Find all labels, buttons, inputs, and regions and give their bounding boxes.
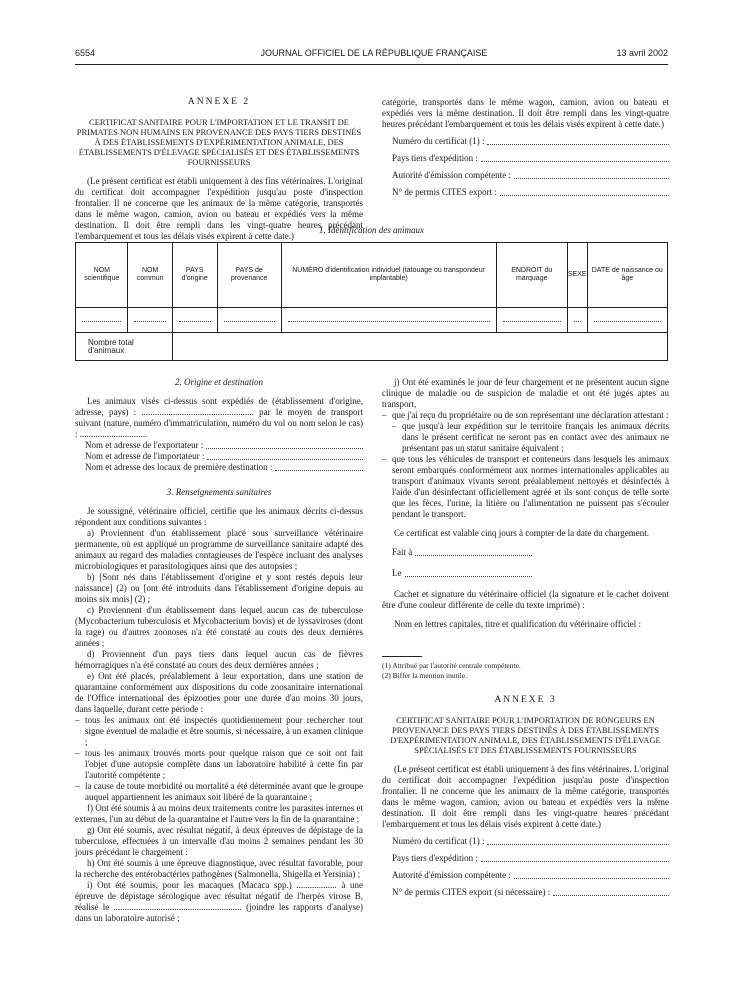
destination-field[interactable]: Nom et adresse des locaux de première destination : bbox=[85, 462, 363, 473]
vet-name-text: Nom en lettres capitales, titre et qualification du vétérinaire officiel : bbox=[394, 619, 641, 629]
col-provenance-country: PAYS de provenance bbox=[217, 243, 281, 308]
page-number: 6554 bbox=[75, 48, 96, 58]
annex3-export-country-field[interactable]: Pays tiers d'expédition : bbox=[392, 853, 669, 864]
col-common-name: NOM commun bbox=[128, 243, 172, 308]
item-j-dash: – que tous les véhicules de transport et conteneurs dans lesquels les animaux seront embarqués conformément aux normes internationales applicables au transport d'animaux vivants seront préalablement nettoyés et désinfectés à l'aide d'un désinfectant officiellement agréé et ils sont conçus de telle sorte que les fèces, l'urine, la litière ou l'alimentation ne puissent pas s'écouler pendant le transport. bbox=[382, 454, 669, 519]
annex3-issuing-authority-field[interactable]: Autorité d'émission compétente : bbox=[392, 870, 669, 881]
annex3-cites-permit-field[interactable]: N° de permis CITES export (si nécessaire) : bbox=[392, 887, 669, 898]
validity-text: Ce certificat est valable cinq jours à compter de la date du chargement. bbox=[394, 528, 649, 538]
importer-field[interactable]: Nom et adresse de l'importateur : bbox=[85, 451, 363, 462]
annex3-heading: CERTIFICAT SANITAIRE POUR L'IMPORTATION DE RONGEURS EN PROVENANCE DES PAYS TIERS DESTINÉS À DES ÉTABLISSEMENTS D'EXPÉRIMENTATION ANIMALE, DES ÉTABLISSEMENTS D'ÉLEVAGE SPÉCIALISÉS ET DES ÉTABLISSEMENTS FOURNISSEURS bbox=[390, 715, 661, 755]
identification-table bbox=[75, 242, 668, 361]
col-origin-country: PAYS d'origine bbox=[172, 243, 217, 308]
annex2-body-left bbox=[75, 377, 363, 973]
item-j-dash: – que j'ai reçu du propriétaire ou de son représentant une déclaration attestant : bbox=[382, 410, 669, 420]
col-marking-place: ENDROIT du marquage bbox=[496, 243, 567, 308]
header-rule bbox=[75, 64, 668, 65]
section2-text: Les animaux visés ci-dessus sont expédiés de (établissement d'origine, adresse, pays) : .................................................. par le moyen de transport suivant (nature, numéro d'immatriculation, numéro du vol ou nom selon le cas) : .............................. bbox=[75, 396, 363, 439]
col-id-number: NUMÉRO d'identification individuel (tatouage ou transpondeur implantable) bbox=[281, 243, 496, 308]
item-d: d) Proviennent d'un pays tiers dans lequel aucun cas de fièvres hémorragiques n'a été constaté au cours des deux dernières années ; bbox=[75, 649, 363, 670]
annex2-body-right bbox=[382, 377, 669, 973]
export-country-field[interactable]: Pays tiers d'expédition : bbox=[392, 153, 669, 164]
table-title: 1. Identification des animaux bbox=[319, 225, 424, 235]
annex3-intro-text: (Le présent certificat est établi uniquement à des fins vétérinaires. L'original du certificat doit accompagner l'expédition jusqu'au poste d'inspection frontalier. Il ne concerne que les animaux de la même catégorie, transportés dans le même wagon, camion, avion ou bateau et expédiés vers la même destination. Il doit être rempli dans les vingt-quatre heures précédant l'embarquement et tous les délais visés expirent à cette date.) bbox=[382, 764, 669, 829]
footnote-rule bbox=[382, 656, 422, 657]
section3-title: 3. Renseignements sanitaires bbox=[166, 487, 272, 497]
item-a: a) Proviennent d'un établissement placé sous surveillance vétérinaire permanente, où est appliqué un programme de surveillance sanitaire adapté des animaux au regard des maladies contagieuses de l'espèce incluant des analyses microbiologiques et parasitologiques ainsi que des autopsies ; bbox=[75, 528, 363, 571]
item-e-dash: – tous les animaux ont été inspectés quotidiennement pour rechercher tout signe éventuel de maladie et être soumis, si nécessaire, à un examen clinique ; bbox=[75, 715, 363, 747]
annex2-intro-right bbox=[382, 97, 669, 221]
annex2-heading: CERTIFICAT SANITAIRE POUR L'IMPORTATION ET LE TRANSIT DE PRIMATES NON HUMAINS EN PROVENANCE DES PAYS TIERS DESTINÉS À DES ÉTABLISSEMENTS D'EXPÉRIMENTATION ANIMALE, DES ÉTABLISSEMENTS D'ÉLEVAGE SPÉCIALISÉS ET DES ÉTABLISSEMENTS FOURNISSEURS bbox=[76, 117, 362, 167]
date-field[interactable]: Le bbox=[392, 568, 532, 579]
total-value[interactable] bbox=[172, 333, 667, 361]
annex2-intro-continuation: catégorie, transportés dans le même wagon, camion, avion ou bateau et expédiés vers la même destination. Il doit être rempli dans les vingt-quatre heures précédant l'embarquement et tous les délais visés expirent à cette date.) bbox=[382, 97, 669, 129]
certificate-number-field[interactable]: Numéro du certificat (1) : bbox=[392, 136, 669, 147]
item-f: f) Ont été soumis à au moins deux traitements contre les parasites internes et externes, l'un au début de la quarantaine et l'autre vers la fin de la quarantaine ; bbox=[75, 803, 363, 824]
col-birth-date: DATE de naissance ou âge bbox=[587, 243, 667, 308]
item-e-dash: – tous les animaux trouvés morts pour quelque raison que ce soit ont fait l'objet d'une autopsie complète dans un laboratoire habilité à cette fin par l'autorité compétente ; bbox=[75, 748, 363, 780]
annex3-title: ANNEXE 3 bbox=[494, 695, 557, 705]
table-row[interactable] bbox=[76, 308, 668, 333]
item-i: i) Ont été soumis, pour les macaques (Macaca spp.) .................. à une épreuve de dépistage sérologique avec résultat négatif de l'herpès virose B, réalisé le ......................................................... (joindre les rapports d'analyse) dans un laboratoire autorisé ; bbox=[75, 880, 363, 923]
annex2-title: ANNEXE 2 bbox=[187, 97, 251, 107]
item-j: j) Ont été examinés le jour de leur chargement et ne présentent aucun signe clinique de maladie ou de suspicion de maladie et ont été jugés aptes au transport, bbox=[382, 377, 669, 409]
annex2-intro-text: (Le présent certificat est établi uniquement à des fins vétérinaires. L'original du certificat doit accompagner l'expédition jusqu'au poste d'inspection frontalier. Il ne concerne que les animaux de la même catégorie, transportés dans le même wagon, camion, avion ou bateau et expédiés vers la même destination. Il doit être rempli dans les vingt-quatre heures précédant l'embarquement et tous les délais visés expirent à cette date.) bbox=[75, 176, 363, 241]
item-e: e) Ont été placés, préalablement à leur exportation, dans une station de quarantaine conformément aux dispositions du code zoosanitaire international de l'Office international des épizooties pour une durée d'au moins 30 jours, dans laquelle, durant cette période : bbox=[75, 671, 363, 714]
issue-date: 13 avril 2002 bbox=[616, 48, 668, 58]
total-row bbox=[76, 333, 668, 361]
footnote-1: (1) Attribué par l'autorité centrale compétente. bbox=[382, 661, 521, 670]
col-sex: SEXE bbox=[567, 243, 587, 308]
footnote-2: (2) Biffer la mention inutile. bbox=[382, 671, 468, 680]
journal-title: JOURNAL OFFICIEL DE LA RÉPUBLIQUE FRANÇAISE bbox=[260, 48, 488, 58]
annex3-certificate-number-field[interactable]: Numéro du certificat (1) : bbox=[392, 836, 669, 847]
identification-table-wrap bbox=[75, 242, 668, 360]
issuing-authority-field[interactable]: Autorité d'émission compétente : bbox=[392, 170, 669, 181]
total-label: Nombre total d'animaux bbox=[76, 333, 173, 361]
signature-text: Cachet et signature du vétérinaire officiel (la signature et le cachet doivent être d'une couleur différente de celle du texte imprimé) : bbox=[382, 589, 669, 610]
section3-intro: Je soussigné, vétérinaire officiel, certifie que les animaux décrits ci-dessus répondent aux conditions suivantes : bbox=[75, 506, 363, 527]
done-at-field[interactable]: Fait à bbox=[392, 547, 532, 558]
col-scientific-name: NOM scientifique bbox=[76, 243, 128, 308]
item-c: c) Proviennent d'un établissement dans lequel aucun cas de tuberculose (Mycobacterium tuberculosis et Mycobacterium bovis) et de lyssaviroses (dont la rage) ou d'autres zoonoses n'a été constaté au cours des deux dernières années ; bbox=[75, 605, 363, 648]
item-j-subdash: – que jusqu'à leur expédition sur le territoire français les animaux décrits dans le présent certificat ne seront pas en contact avec des animaux ne présentant pas un statut sanitaire équivalent ; bbox=[392, 421, 669, 453]
cites-permit-field[interactable]: N° de permis CITES export : bbox=[392, 187, 669, 198]
annex2-intro-left bbox=[75, 97, 363, 241]
item-g: g) Ont été soumis, avec résultat négatif, à deux épreuves de dépistage de la tuberculose, effectuées à un intervalle d'au moins 2 semaines pendant les 30 jours précédant le chargement : bbox=[75, 825, 363, 857]
section2-title: 2. Origine et destination bbox=[175, 377, 263, 387]
item-e-dash: – la cause de toute morbidité ou mortalité a été déterminée avant que le groupe auquel appartiennent les animaux soit libéré de la quarantaine ; bbox=[75, 781, 363, 802]
exporter-field[interactable]: Nom et adresse de l'exportateur : bbox=[85, 440, 363, 451]
item-h: h) Ont été soumis à une épreuve diagnostique, avec résultat favorable, pour la recherche des entérobactéries pathogènes (Salmonella, Shigella et Yersinia) ; bbox=[75, 858, 363, 879]
item-b: b) [Sont nés dans l'établissement d'origine et y sont restés depuis leur naissance] (2) ou [ont été introduits dans l'établissement d'origine depuis au moins six mois] (2) ; bbox=[75, 572, 363, 604]
